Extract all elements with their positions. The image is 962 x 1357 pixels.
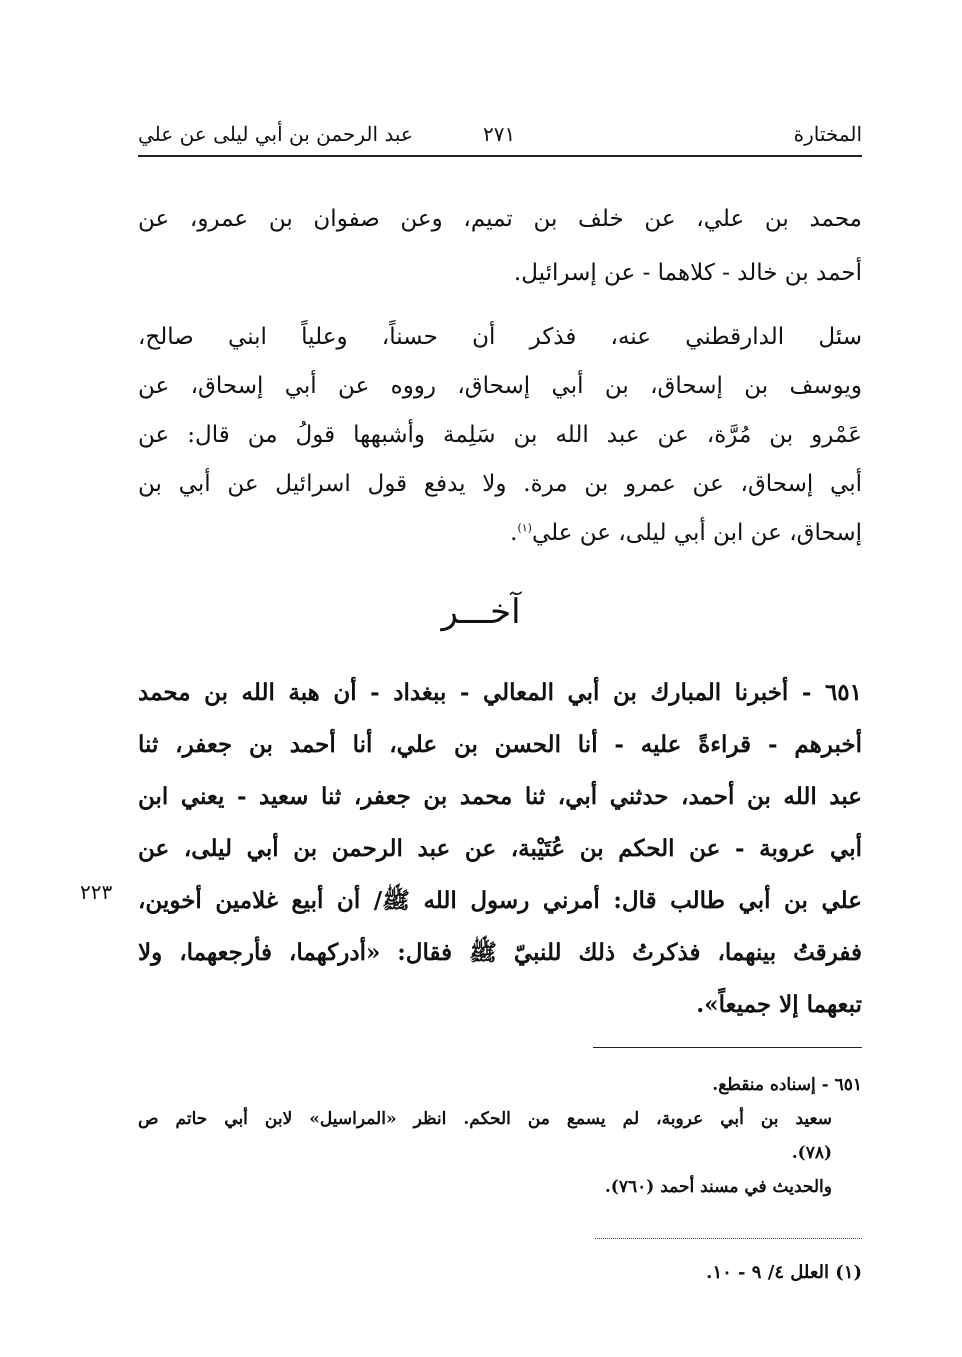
text-line: سئل الدارقطني عنه، فذكر أن حسناً، وعلياً ابني صالح، bbox=[138, 324, 862, 350]
footnote-ref: (١) bbox=[517, 521, 532, 535]
text-line: تبعهما إلا جميعاً». bbox=[696, 991, 862, 1018]
text-line: عبد الله بن أحمد، حدثني أبي، ثنا محمد بن جعفر، ثنا سعيد - يعني ابن bbox=[138, 783, 862, 810]
footnote-line: (٧٨). bbox=[791, 1143, 832, 1163]
text-line: ففرقتُ بينهما، فذكرتُ ذلك للنبيّ ﷺ فقال: «أدركهما، فأرجعهما، ولا bbox=[138, 939, 862, 966]
text-line: أحمد بن خالد - كلاهما - عن إسرائيل. bbox=[513, 260, 862, 286]
chapter-title: عبد الرحمن بن أبي ليلى عن علي bbox=[138, 122, 413, 146]
footnote-rule-dotted bbox=[595, 1238, 862, 1239]
editor-footnotes bbox=[138, 1068, 862, 1204]
footnote-rule bbox=[593, 1047, 862, 1048]
paragraph-1 bbox=[138, 192, 862, 300]
header-rule bbox=[138, 155, 862, 157]
original-footnote: (١) العلل ٤/ ٩ - ١٠. bbox=[706, 1262, 862, 1283]
text-line: عَمْرو بن مُرَّة، عن عبد الله بن سَلِمة وأشبهها قولُ من قال: عن bbox=[138, 422, 862, 448]
text-line: أخبرهم - قراءةً عليه - أنا الحسن بن علي، أنا أحمد بن جعفر، ثنا bbox=[138, 731, 862, 758]
footnote-line: والحديث في مسند أحمد (٧٦٠). bbox=[604, 1177, 832, 1197]
hadith-paragraph bbox=[138, 667, 862, 1031]
text-line: أبي عروبة - عن الحكم بن عُتَيْبة، عن عبد الرحمن بن أبي ليلى، عن bbox=[138, 835, 862, 862]
running-header bbox=[138, 118, 862, 158]
end-punct: . bbox=[510, 520, 518, 546]
text-line: ويوسف بن إسحاق، بن أبي إسحاق، رووه عن أبي إسحاق، عن bbox=[138, 373, 862, 399]
paragraph-2 bbox=[138, 313, 862, 558]
text-line: محمد بن علي، عن خلف بن تميم، وعن صفوان بن عمرو، عن bbox=[138, 206, 862, 232]
section-title: آخـــر bbox=[441, 592, 521, 632]
text-line: ٦٥١ - أخبرنا المبارك بن أبي المعالي - ببغداد - أن هبة الله بن محمد bbox=[138, 679, 862, 706]
text-line-content: إسحاق، عن ابن أبي ليلى، عن علي bbox=[531, 520, 862, 546]
book-title: المختارة bbox=[793, 122, 862, 146]
margin-page-number: ٢٢٣ bbox=[80, 880, 113, 904]
text-line: أبي إسحاق، عن عمرو بن مرة. ولا يدفع قول اسرائيل عن أبي بن bbox=[138, 471, 862, 497]
page-number: ٢٧١ bbox=[483, 122, 516, 146]
footnote-line: سعيد بن أبي عروبة، لم يسمع من الحكم. انظر «المراسيل» لابن أبي حاتم ص bbox=[138, 1109, 832, 1129]
text-line: علي بن أبي طالب قال: أمرني رسول الله ﷺ/ أن أبيع غلامين أخوين، bbox=[138, 887, 862, 914]
text-line bbox=[138, 509, 862, 558]
footnote-line: ٦٥١ - إسناده منقطع. bbox=[712, 1075, 862, 1095]
